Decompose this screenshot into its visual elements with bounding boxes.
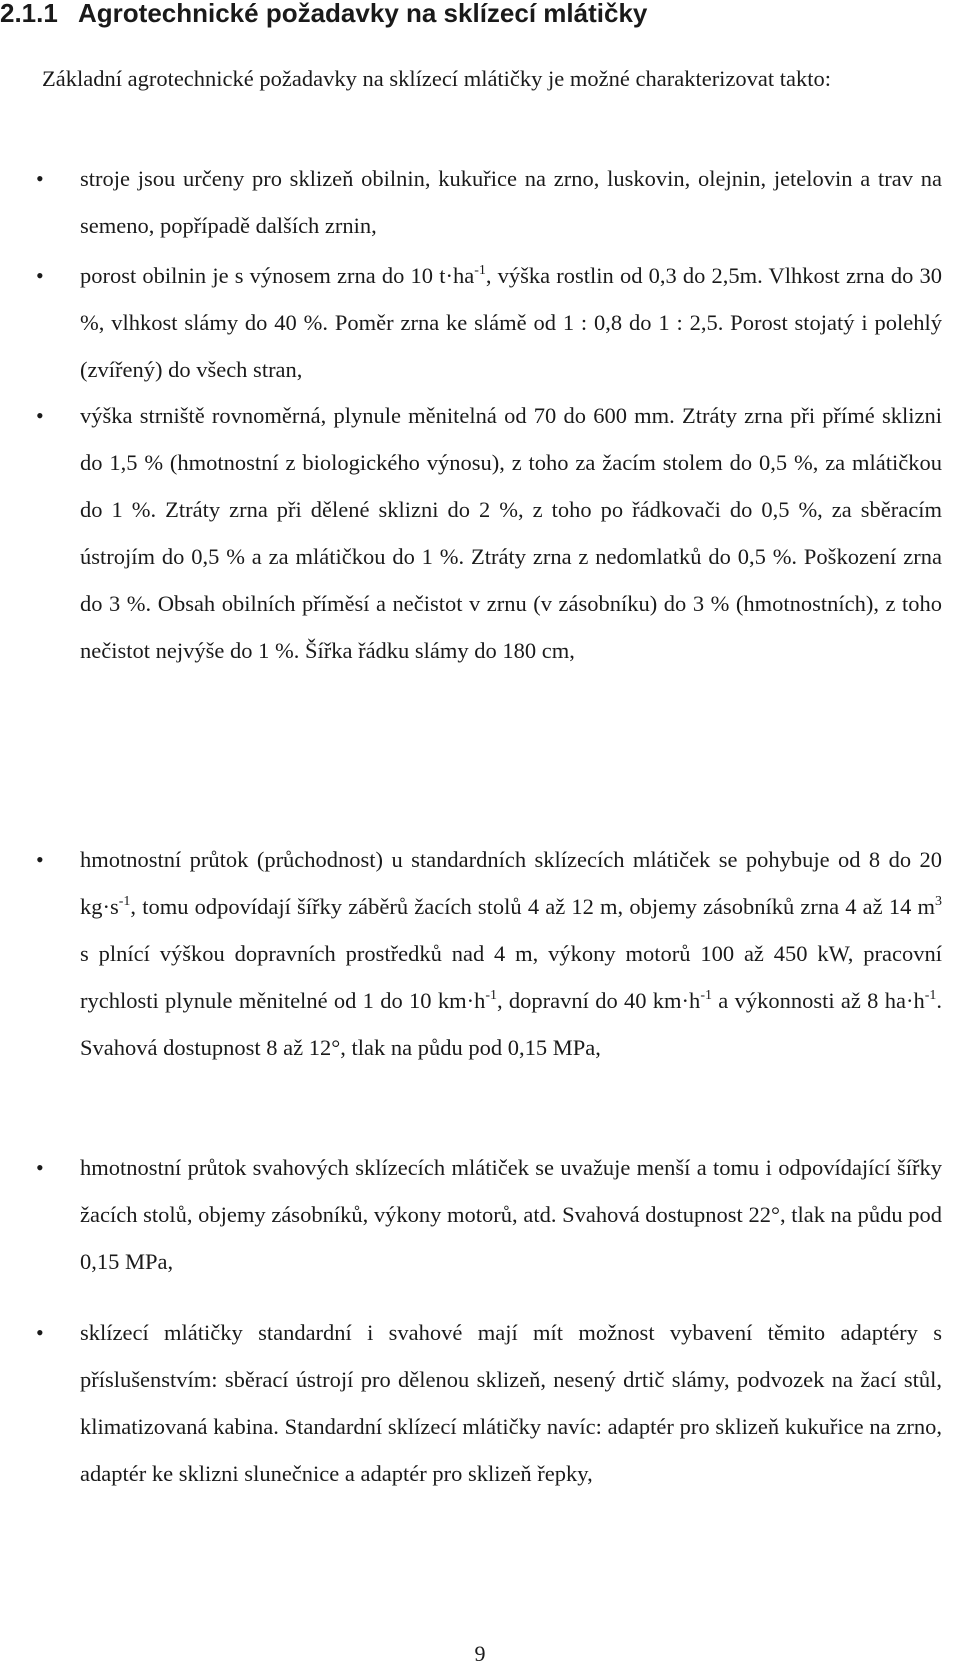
bullet-icon: • bbox=[36, 1155, 44, 1180]
superscript: -1 bbox=[118, 894, 131, 909]
list-item-text: stroje jsou určeny pro sklizeň obilnin, kukuřice na zrno, luskovin, olejnin, jetelovin a trav na semeno, popřípadě dalších zrnin, bbox=[80, 166, 942, 238]
bullet-icon: • bbox=[36, 166, 44, 191]
section-number: 2.1.1 bbox=[0, 0, 58, 28]
list-item-text: a výkonnosti až 8 ha·h bbox=[711, 988, 925, 1013]
superscript: -1 bbox=[474, 263, 486, 278]
bullet-icon: • bbox=[36, 263, 44, 288]
list-item-text: sklízecí mlátičky standardní i svahové mají mít možnost vybavení těmito adaptéry s příslušenstvím: sběrací ústrojí pro dělenou sklizeň, nesený drtič slámy, podvozek na žací stůl, klimatizovaná kabina. Standardní sklízecí mlátičky navíc: adaptér pro sklizeň kukuřice na zrno, adaptér ke sklizni slunečnice a adaptér pro sklizeň řepky, bbox=[80, 1320, 942, 1486]
list-item-text: , dopravní do 40 km·h bbox=[496, 988, 701, 1013]
list-item-text: porost obilnin je s výnosem zrna do 10 t·ha bbox=[80, 263, 475, 288]
list-item-text: . Svahová dostupnost 8 až 12°, tlak na půdu pod 0,15 MPa, bbox=[80, 988, 942, 1060]
list-item-text: , tomu odpovídají šířky záběrů žacích stolů 4 až 12 m, objemy zásobníků zrna 4 až 14 m bbox=[130, 894, 935, 919]
list-item-text: hmotnostní průtok svahových sklízecích mlátiček se uvažuje menší a tomu i odpovídající šířky žacích stolů, objemy zásobníků, výkony motorů, atd. Svahová dostupnost 22°, tlak na půdu pod 0,15 MPa, bbox=[80, 1155, 942, 1274]
superscript: -1 bbox=[485, 988, 497, 1003]
bullet-icon: • bbox=[36, 847, 44, 872]
list-item bbox=[36, 155, 942, 249]
list-item bbox=[36, 1309, 942, 1497]
bullet-icon: • bbox=[36, 1320, 44, 1345]
list-item bbox=[36, 392, 942, 674]
section-title: Agrotechnické požadavky na sklízecí mlátičky bbox=[78, 0, 648, 28]
list-item bbox=[36, 836, 942, 1071]
superscript: -1 bbox=[924, 988, 937, 1003]
list-item bbox=[36, 252, 942, 393]
superscript: -1 bbox=[700, 988, 712, 1003]
page-number: 9 bbox=[474, 1641, 486, 1666]
section-heading bbox=[0, 0, 647, 28]
list-item-text: hmotnostní průtok (průchodnost) u standardních sklízecích mlátiček se pohybuje od 8 do 20 kg·s bbox=[80, 847, 942, 919]
list-item bbox=[36, 1144, 942, 1285]
superscript: 3 bbox=[935, 894, 942, 909]
list-item-text: výška strniště rovnoměrná, plynule měnitelná od 70 do 600 mm. Ztráty zrna při přímé sklizni do 1,5 % (hmotnostní z biologického výnosu), z toho za žacím stolem do 0,5 %, za mlátičkou do 1 %. Ztráty zrna při dělené sklizni do 2 %, z toho po řádkovači do 0,5 %, za sběracím ústrojím do 0,5 % a za mlátičkou do 1 %. Ztráty zrna z nedomlatků do 0,5 %. Poškození zrna do 3 %. Obsah obilních příměsí a nečistot v zrnu (v zásobníku) do 3 % (hmotnostních), z toho nečistot nejvýše do 1 %. Šířka řádku slámy do 180 cm, bbox=[80, 403, 942, 663]
bullet-icon: • bbox=[36, 403, 44, 428]
list-item-text: , výška rostlin od 0,3 do 2,5m. Vlhkost zrna do 30 %, vlhkost slámy do 40 %. Poměr zrna ke slámě od 1 : 0,8 do 1 : 2,5. Porost stojatý i polehlý (zvířený) do všech stran, bbox=[80, 263, 942, 382]
list-item-text: s plnící výškou dopravních prostředků nad 4 m, výkony motorů 100 až 450 kW, pracovní rychlosti plynule měnitelné od 1 do 10 km·h bbox=[80, 941, 942, 1013]
intro-paragraph: Základní agrotechnické požadavky na sklízecí mlátičky je možné charakterizovat takto: bbox=[42, 66, 832, 91]
